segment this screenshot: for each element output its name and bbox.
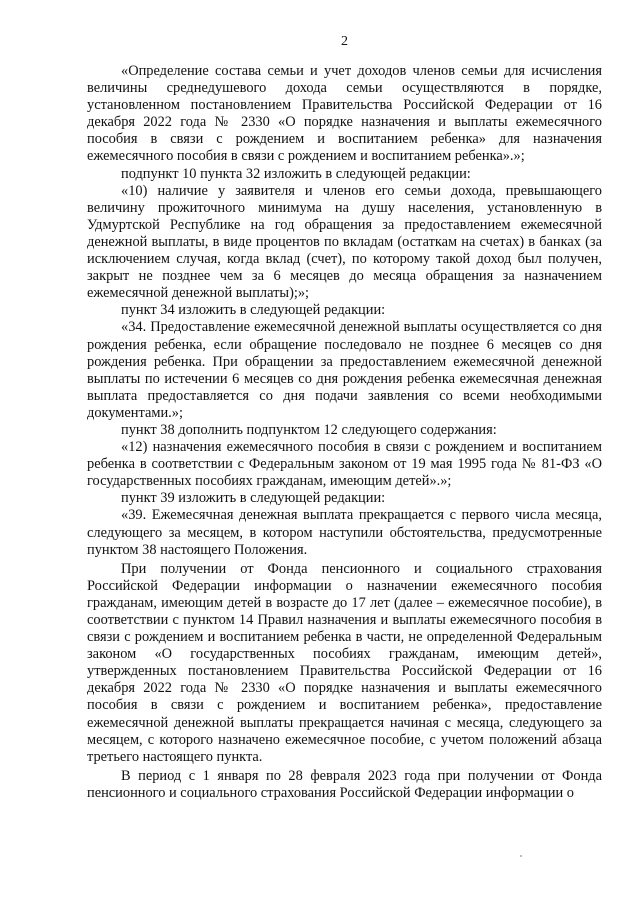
paragraph-subpoint-10-heading: подпункт 10 пункта 32 изложить в следующей редакции: [121, 165, 471, 182]
paragraph-point-39-heading: пункт 39 изложить в следующей редакции: [121, 490, 386, 507]
paragraph-point-34-text: «34. Предоставление ежемесячной денежной выплаты осуществляется со дня рождения ребенка, если обращение последовало не позднее 6 месяцев со дня рождения ребенка. При обращении за предоставлением ежемесячной денежной выплаты по истечении 6 месяцев со дня рождения ребенка ежемесячная денежная выплата предоставляется со дня подачи заявления со всеми необходимыми документами.»; [87, 319, 602, 421]
paragraph-fund-information: При получении от Фонда пенсионного и социального страхования Российской Федерации информации о назначении ежемесячного пособия гражданам, имеющим детей в возрасте до 17 лет (далее – ежемесячное пособие), в соответствии с пунктом 14 Правил назначения и выплаты ежемесячного пособия в связи с рождением и воспитанием ребенка в части, не определенной Федеральным законом «О государственных пособиях гражданам, имеющим детей», утвержденных постановлением Правительства Российской Федерации от 16 декабря 2022 года № 2330 «О порядке назначения и выплаты ежемесячного пособия в связи с рождением и воспитанием ребенка», предоставление ежемесячной денежной выплаты прекращается начиная с месяца, следующего за месяцем, с которого назначено ежемесячное пособие, с учетом положений абзаца третьего настоящего пункта. [87, 560, 602, 765]
document-body [87, 63, 602, 802]
paragraph-point-34-heading: пункт 34 изложить в следующей редакции: [121, 302, 386, 319]
paragraph-period-2023: В период с 1 января по 28 февраля 2023 года при получении от Фонда пенсионного и социального страхования Российской Федерации информации о [87, 767, 602, 801]
paragraph-definition-quote: «Определение состава семьи и учет доходов членов семьи для исчисления величины среднедушевого дохода семьи осуществляются в порядке, установленном постановлением Правительства Российской Федерации от 16 декабря 2022 года № 2330 «О порядке назначения и выплаты ежемесячного пособия в связи с рождением и воспитанием ребенка» для назначения ежемесячного пособия в связи с рождением и воспитанием ребенка».»; [87, 63, 602, 165]
paragraph-point-38-text: «12) назначения ежемесячного пособия в связи с рождением и воспитанием ребенка в соответствии с Федеральным законом от 19 мая 1995 года № 81-ФЗ «О государственных пособиях гражданам, имеющим детей».»; [87, 439, 602, 490]
paragraph-point-39-text: «39. Ежемесячная денежная выплата прекращается с первого числа месяца, следующего за месяцем, в котором наступили обстоятельства, предусмотренные пунктом 38 настоящего Положения. [87, 507, 602, 558]
paragraph-point-38-heading: пункт 38 дополнить подпунктом 12 следующего содержания: [121, 421, 497, 438]
page-number: 2 [341, 34, 348, 49]
paragraph-subpoint-10-text: «10) наличие у заявителя и членов его семьи дохода, превышающего величину прожиточного минимума на душу населения, установленную в Удмуртской Республике на год обращения за предоставлением ежемесячной денежной выплаты, в виде процентов по вкладам (остаткам на счетах) в банках (за исключением случая, когда вклад (счет), по которому такой доход был получен, закрыт не позднее чем за 6 месяцев до месяца обращения за назначением ежемесячной денежной выплаты);»; [87, 182, 602, 302]
scan-speck [520, 855, 522, 857]
